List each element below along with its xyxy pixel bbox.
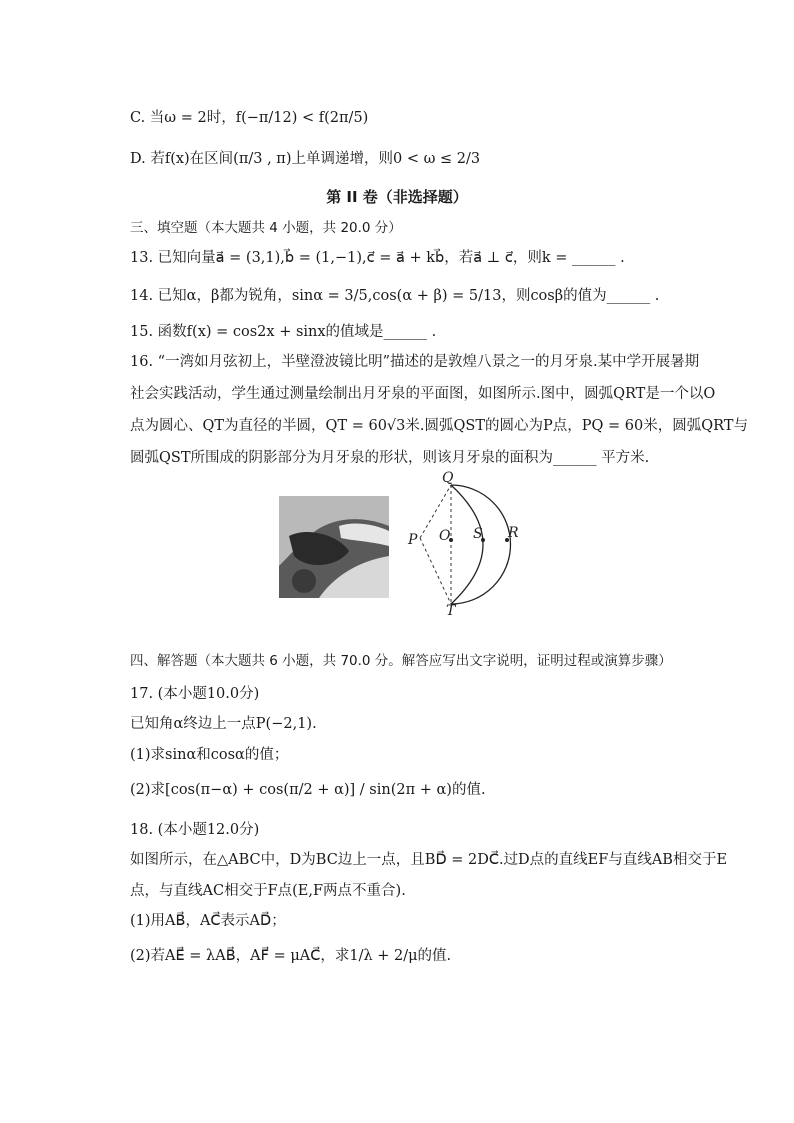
question-17-heading: 17. (本小题10.0分) [130,686,260,702]
arc-QST [451,485,483,604]
label-S: S [473,526,483,542]
option-d: D. 若f(x)在区间(π/3 , π)上单调递增，则0 < ω ≤ 2/3 [130,151,481,167]
question-17-line-3: (2)求[cos(π−α) + cos(π/2 + α)] / sin(2π + α)的值. [130,782,486,798]
segment-PT [420,538,451,604]
question-17-line-1: 已知角α终边上一点P(−2,1). [130,716,317,732]
section3-header: 三、填空题（本大题共 4 小题，共 20.0 分） [130,220,402,236]
arc-QRT [451,485,511,604]
option-c: C. 当ω = 2时，f(−π/12) < f(2π/5) [130,110,369,126]
question-18-heading: 18. (本小题12.0分) [130,822,260,838]
question-16-line-4: 圆弧QST所围成的阴影部分为月牙泉的形状，则该月牙泉的面积为______ 平方米. [130,450,650,466]
question-18-line-1: 如图所示，在△ABC中，D为BC边上一点，且BD⃗ = 2DC⃗.过D点的直线EF与直线AB相交于E [130,852,728,868]
question-18-line-4: (2)若AE⃗ = λAB⃗，AF⃗ = μAC⃗，求1/λ + 2/μ的值. [130,948,452,964]
question-15: 15. 函数f(x) = cos2x + sinx的值域是______ . [130,324,437,340]
crescent-spring-photo [279,496,389,598]
question-14: 14. 已知α，β都为锐角，sinα = 3/5,cos(α + β) = 5/13，则cosβ的值为______ . [130,288,660,304]
label-R: R [508,525,519,541]
label-T: T [446,603,456,618]
part2-title: 第 II 卷（非选择题） [326,188,468,206]
label-P: P [408,532,418,548]
question-18-line-2: 点，与直线AC相交于F点(E,F两点不重合). [130,883,406,899]
question-16-line-3: 点为圆心、QT为直径的半圆，QT = 60√3米.圆弧QST的圆心为P点，PQ = 60米，圆弧QRT与 [130,418,748,434]
section4-header: 四、解答题（本大题共 6 小题，共 70.0 分。解答应写出文字说明，证明过程或演算步骤） [130,653,672,669]
question-16-line-1: 16. “一湾如月弦初上，半壁澄波镜比明”描述的是敦煌八景之一的月牙泉.某中学开展暑期 [130,354,700,370]
question-17-line-2: (1)求sinα和cosα的值； [130,747,289,763]
question-16-line-2: 社会实践活动，学生通过测量绘制出月牙泉的平面图，如图所示.图中，圆弧QRT是一个以O [130,386,716,402]
question-13: 13. 已知向量a⃗ = (3,1),b⃗ = (1,−1),c⃗ = a⃗ + kb⃗，若a⃗ ⊥ c⃗，则k = ______ . [130,250,625,266]
label-Q: Q [442,470,454,486]
crescent-figure [400,468,540,622]
question-18-line-3: (1)用AB⃗，AC⃗表示AD⃗； [130,913,286,929]
label-O: O [439,528,451,544]
